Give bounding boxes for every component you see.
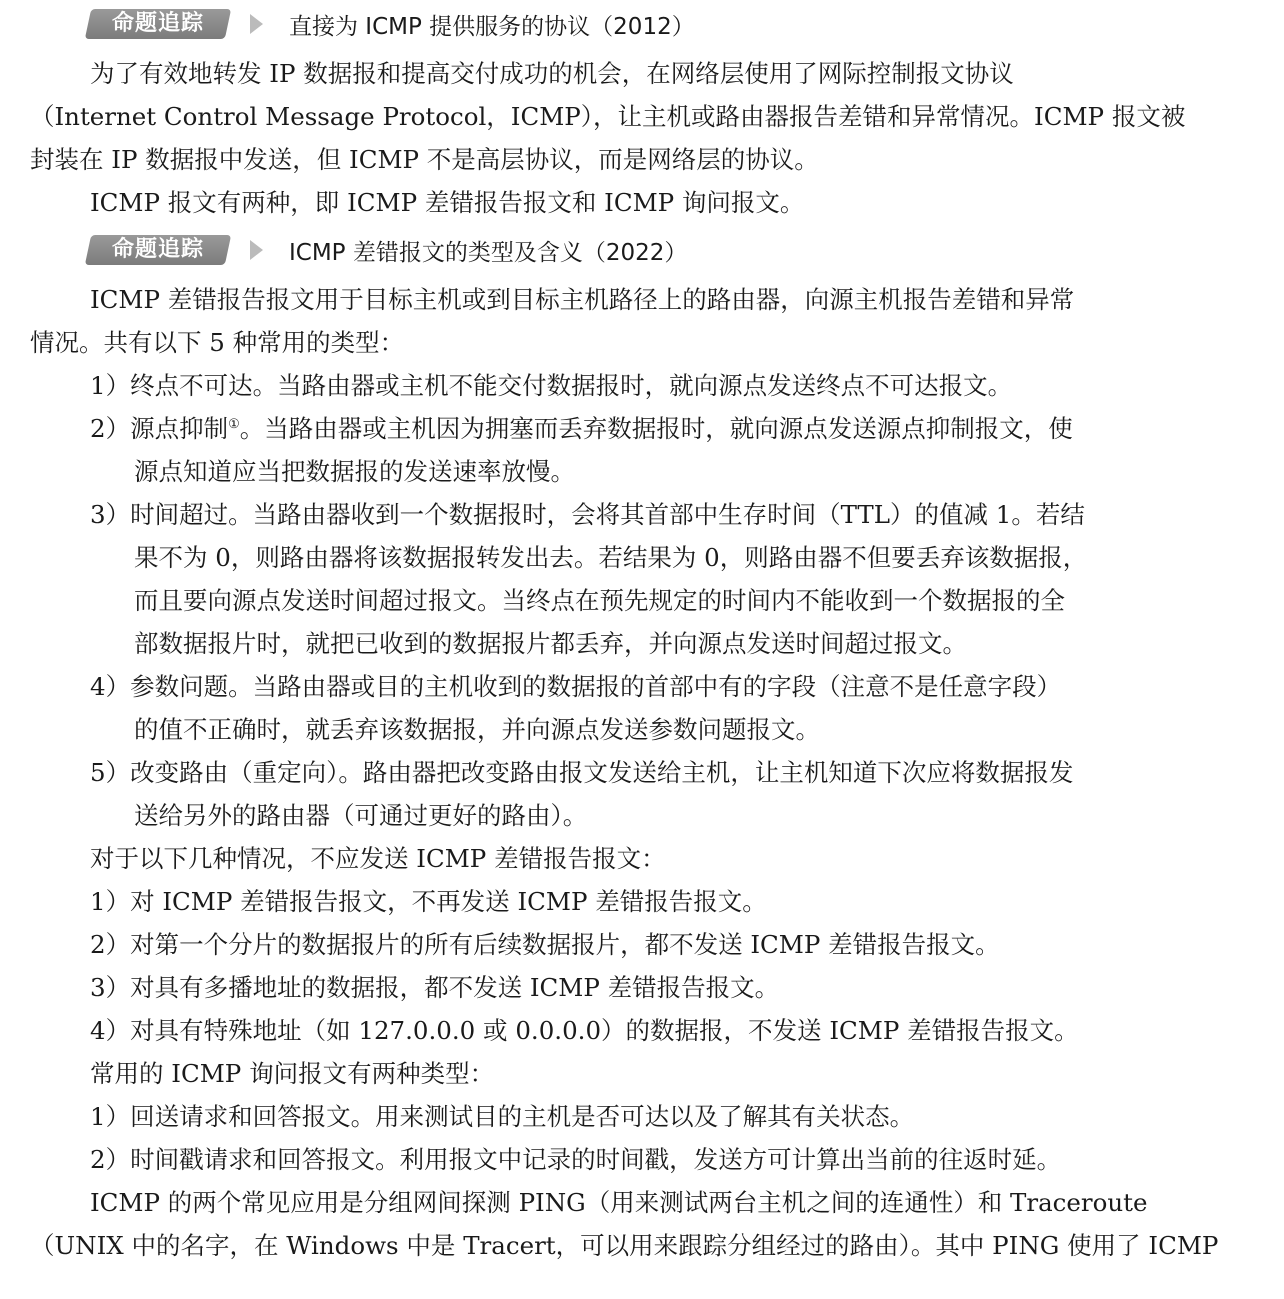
list-item-continuation: 的值不正确时，就丢弃该数据报，并向源点发送参数问题报文。 bbox=[134, 715, 820, 744]
list-item-lead: 2）源点抑制 bbox=[90, 414, 229, 443]
topic-tag: 命题追踪 bbox=[85, 235, 231, 265]
list-item-continuation: 送给另外的路由器（可通过更好的路由）。 bbox=[134, 801, 588, 830]
list-item: 2）时间戳请求和回答报文。利用报文中记录的时间戳，发送方可计算出当前的往返时延。 bbox=[90, 1145, 1062, 1174]
paragraph-line: 为了有效地转发 IP 数据报和提高交付成功的机会，在网络层使用了网际控制报文协议 bbox=[90, 59, 1014, 88]
paragraph-line: 对于以下几种情况，不应发送 ICMP 差错报告报文： bbox=[90, 844, 666, 873]
topic-tracker-1 bbox=[88, 8, 1230, 40]
paragraph-line: （UNIX 中的名字，在 Windows 中是 Tracert，可以用来跟踪分组经过的路由）。其中 PING 使用了 ICMP bbox=[30, 1231, 1219, 1260]
list-item: 1）回送请求和回答报文。用来测试目的主机是否可达以及了解其有关状态。 bbox=[90, 1102, 915, 1131]
topic-title: 直接为 ICMP 提供服务的协议（2012） bbox=[289, 13, 695, 40]
triangle-arrow-icon bbox=[250, 14, 263, 34]
paragraph-line: ICMP 的两个常见应用是分组网间探测 PING（用来测试两台主机之间的连通性）和 Traceroute bbox=[90, 1188, 1148, 1217]
list-item: 1）终点不可达。当路由器或主机不能交付数据报时，就向源点发送终点不可达报文。 bbox=[90, 371, 1013, 400]
paragraph-line: ICMP 差错报告报文用于目标主机或到目标主机路径上的路由器，向源主机报告差错和异常 bbox=[90, 285, 1075, 314]
list-item: 3）时间超过。当路由器收到一个数据报时，会将其首部中生存时间（TTL）的值减 1。若结 bbox=[90, 500, 1085, 529]
paragraph-line: 常用的 ICMP 询问报文有两种类型： bbox=[90, 1059, 495, 1088]
list-item-text: 。当路由器或主机因为拥塞而丢弃数据报时，就向源点发送源点抑制报文，使 bbox=[239, 414, 1073, 443]
footnote-marker: ① bbox=[228, 416, 240, 432]
paragraph-line: （Internet Control Message Protocol，ICMP），让主机或路由器报告差错和异常情况。ICMP 报文被 bbox=[30, 102, 1186, 131]
list-item: 4）对具有特殊地址（如 127.0.0.0 或 0.0.0.0）的数据报，不发送 ICMP 差错报告报文。 bbox=[90, 1016, 1079, 1045]
list-item-continuation: 而且要向源点发送时间超过报文。当终点在预先规定的时间内不能收到一个数据报的全 bbox=[134, 586, 1065, 615]
topic-title: ICMP 差错报文的类型及含义（2022） bbox=[289, 239, 688, 266]
paragraph-line: 封装在 IP 数据报中发送，但 ICMP 不是高层协议，而是网络层的协议。 bbox=[30, 145, 819, 174]
list-item-continuation: 部数据报片时，就把已收到的数据报片都丢弃，并向源点发送时间超过报文。 bbox=[134, 629, 967, 658]
list-item bbox=[30, 407, 1230, 450]
paragraph-line: ICMP 报文有两种，即 ICMP 差错报告报文和 ICMP 询问报文。 bbox=[90, 188, 805, 217]
list-item-continuation: 源点知道应当把数据报的发送速率放慢。 bbox=[134, 457, 575, 486]
list-item: 3）对具有多播地址的数据报，都不发送 ICMP 差错报告报文。 bbox=[90, 973, 780, 1002]
list-item: 4）参数问题。当路由器或目的主机收到的数据报的首部中有的字段（注意不是任意字段） bbox=[90, 672, 1062, 701]
list-item: 1）对 ICMP 差错报告报文，不再发送 ICMP 差错报告报文。 bbox=[90, 887, 767, 916]
list-item-continuation: 果不为 0，则路由器将该数据报转发出去。若结果为 0，则路由器不但要丢弃该数据报， bbox=[134, 543, 1088, 572]
list-item: 2）对第一个分片的数据报片的所有后续数据报片，都不发送 ICMP 差错报告报文。 bbox=[90, 930, 1000, 959]
list-item: 5）改变路由（重定向）。路由器把改变路由报文发送给主机，让主机知道下次应将数据报发 bbox=[90, 758, 1074, 787]
topic-tracker-2 bbox=[88, 234, 1230, 266]
triangle-arrow-icon bbox=[250, 240, 263, 260]
paragraph-line: 情况。共有以下 5 种常用的类型： bbox=[30, 328, 405, 357]
topic-tag: 命题追踪 bbox=[85, 9, 231, 39]
